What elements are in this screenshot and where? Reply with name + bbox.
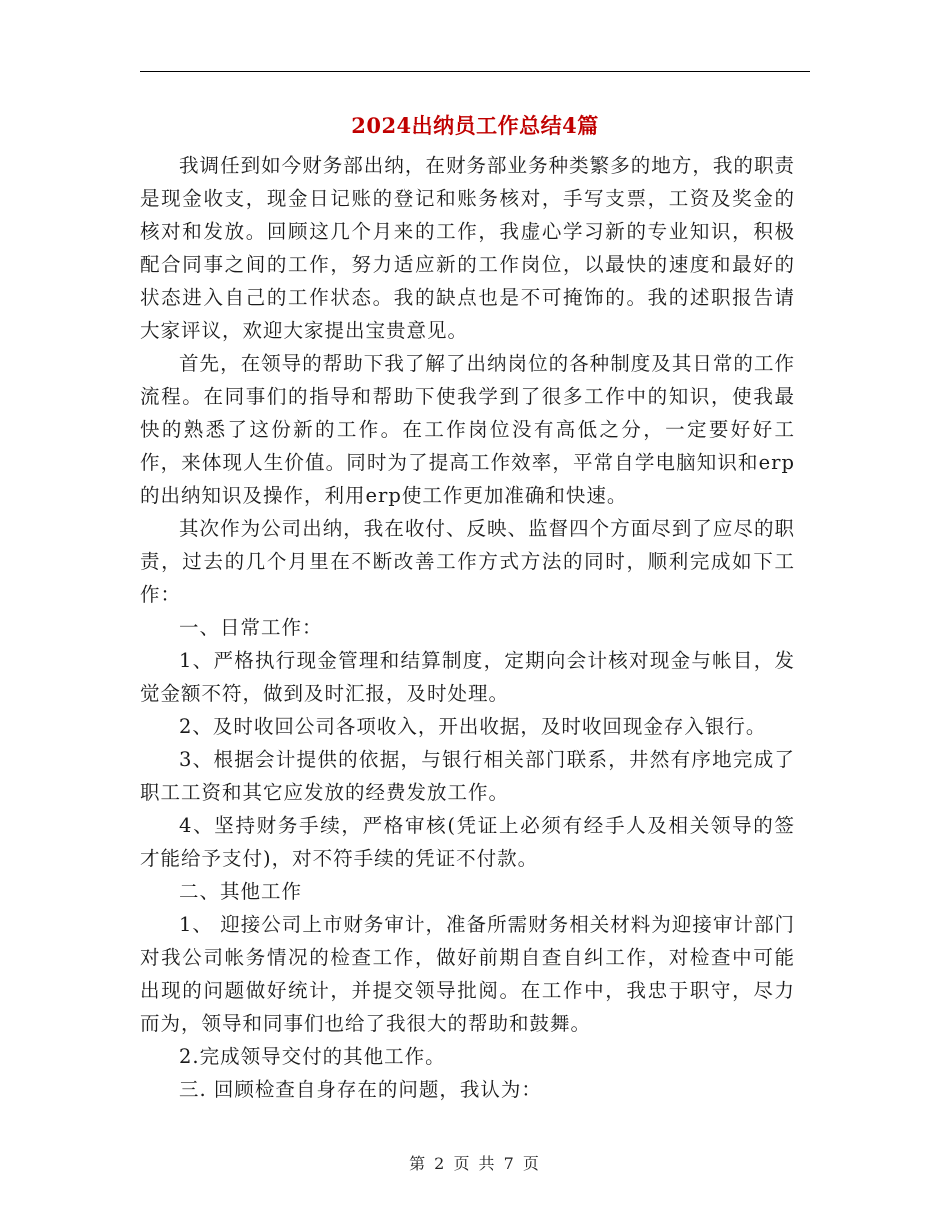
header-rule: [140, 71, 810, 72]
list-item-1: 1、严格执行现金管理和结算制度，定期向会计核对现金与帐目，发觉金额不符，做到及时汇报，及时处理。: [140, 649, 795, 705]
other-item-2: 2.完成领导交付的其他工作。: [179, 1045, 446, 1068]
section-heading-review: 三. 回顾检查自身存在的问题，我认为：: [179, 1078, 542, 1101]
document-title: 2024出纳员工作总结4篇: [351, 113, 599, 138]
list-item-4: 4、坚持财务手续，严格审核(凭证上必须有经手人及相关领导的签才能给予支付)，对不符手续的凭证不付款。: [140, 814, 795, 870]
section-heading-other-work: 二、其他工作: [179, 880, 303, 903]
page-number: 第 2 页 共 7 页: [409, 1154, 541, 1173]
paragraph-first: 首先，在领导的帮助下我了解了出纳岗位的各种制度及其日常的工作流程。在同事们的指导和帮助下使我学到了很多工作中的知识，使我最快的熟悉了这份新的工作。在工作岗位没有高低之分，一定要好好工作，来体现人生价值。同时为了提高工作效率，平常自学电脑知识和erp的出纳知识及操作，利用erp使工作更加准确和快速。: [140, 352, 795, 507]
other-item-1: 1、 迎接公司上市财务审计，准备所需财务相关材料为迎接审计部门对我公司帐务情况的检查工作，做好前期自查自纠工作，对检查中可能出现的问题做好统计，并提交领导批阅。在工作中，我忠于职守，尽力而为，领导和同事们也给了我很大的帮助和鼓舞。: [140, 913, 795, 1035]
section-heading-daily-work: 一、日常工作：: [179, 616, 323, 639]
list-item-3: 3、根据会计提供的依据，与银行相关部门联系，井然有序地完成了职工工资和其它应发放的经费发放工作。: [140, 748, 795, 804]
list-item-2: 2、及时收回公司各项收入，开出收据，及时收回现金存入银行。: [179, 715, 767, 738]
paragraph-intro: 我调任到如今财务部出纳，在财务部业务种类繁多的地方，我的职责是现金收支，现金日记账的登记和账务核对，手写支票，工资及奖金的核对和发放。回顾这几个月来的工作，我虚心学习新的专业知识，积极配合同事之间的工作，努力适应新的工作岗位，以最快的速度和最好的状态进入自己的工作状态。我的缺点也是不可掩饰的。我的述职报告请大家评议，欢迎大家提出宝贵意见。: [140, 154, 795, 342]
document-body: [140, 149, 795, 1106]
paragraph-second: 其次作为公司出纳，我在收付、反映、监督四个方面尽到了应尽的职责，过去的几个月里在不断改善工作方式方法的同时，顺利完成如下工作：: [140, 517, 795, 606]
